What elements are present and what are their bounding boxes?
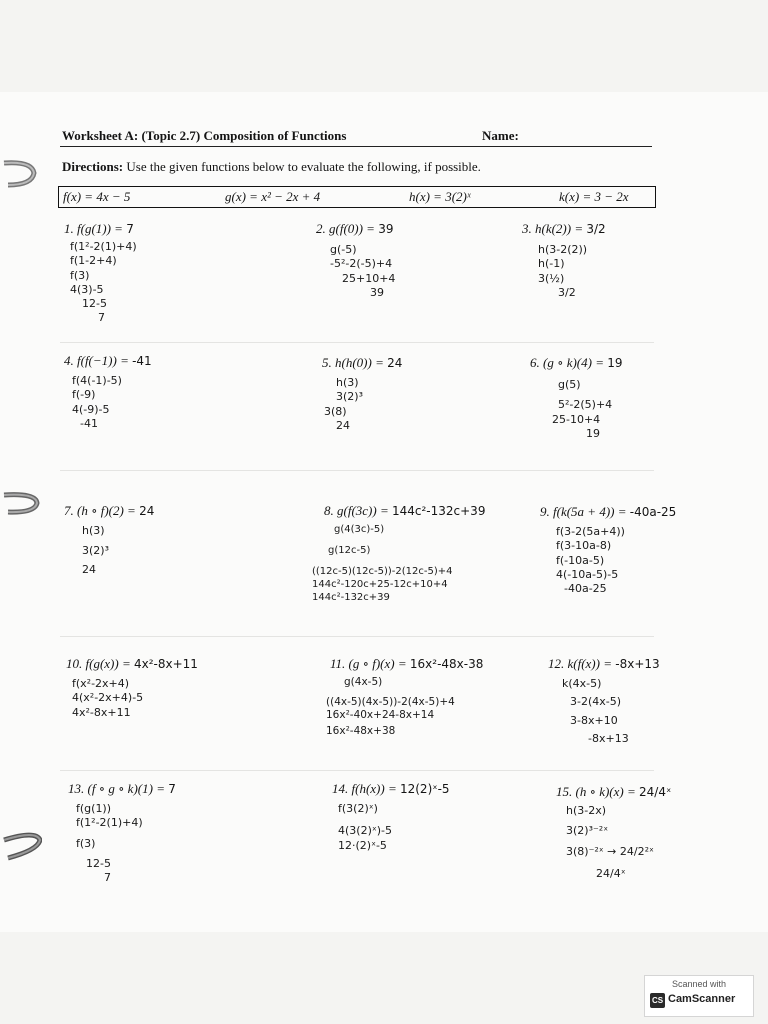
work-line: 4(3(2)ˣ)-5 (338, 824, 393, 838)
problem-answer: 24 (387, 356, 403, 370)
problem-12 (548, 656, 660, 672)
row-divider (60, 470, 654, 471)
work-line: 24 (82, 562, 96, 576)
problem-6-work (552, 378, 613, 441)
work-line: 4(3)-5 (70, 282, 104, 296)
work-line: ((4x-5)(4x-5))-2(4x-5)+4 (326, 695, 455, 708)
problem-9-work (556, 525, 625, 596)
work-line: h(3) (336, 376, 359, 389)
work-line: f(1-2+4) (70, 254, 117, 268)
work-line: f(g(1)) (76, 802, 112, 815)
problem-4 (64, 353, 152, 369)
problem-answer: 16x²-48x-38 (409, 657, 484, 671)
work-line: 12-5 (82, 297, 107, 311)
work-line: 19 (586, 426, 600, 440)
problem-3 (522, 221, 606, 237)
problem-answer: -40a-25 (629, 505, 677, 519)
binder-ring-icon (2, 826, 42, 862)
problem-1-work (70, 240, 137, 326)
problem-label: 7. (h ∘ f)(2) = (64, 503, 136, 518)
problem-answer: 4x²-8x+11 (133, 657, 198, 671)
problem-11 (330, 656, 483, 672)
work-line: g(4(3c)-5) (334, 524, 385, 535)
function-h: h(x) = 3(2)ˣ (409, 189, 471, 204)
work-line: 12-5 (86, 856, 111, 870)
work-line: h(3-2x) (566, 804, 607, 817)
problem-label: 4. f(f(−1)) = (64, 353, 129, 368)
problem-13-work (76, 802, 143, 885)
work-line: f(-10a-5) (556, 553, 605, 567)
function-g: g(x) = x² − 2x + 4 (225, 189, 321, 204)
problem-answer: 3/2 (586, 222, 606, 236)
work-line: g(4x-5) (344, 676, 383, 688)
problem-9 (540, 504, 676, 520)
problem-answer: 39 (378, 222, 394, 236)
work-line: 3(2)³ (82, 544, 109, 558)
problem-answer: -8x+13 (615, 657, 660, 671)
problem-label: 12. k(f(x)) = (548, 656, 612, 671)
work-line: f(1²-2(1)+4) (76, 816, 143, 830)
work-line: ((12c-5)(12c-5))-2(12c-5)+4 (312, 566, 453, 577)
camscanner-watermark (644, 975, 754, 1017)
watermark-brand: CamScanner (668, 993, 736, 1005)
work-line: k(4x-5) (562, 677, 602, 690)
problem-answer: 7 (168, 782, 176, 796)
row-divider (60, 636, 654, 637)
work-line: 16x²-40x+24-8x+14 (326, 709, 435, 722)
problem-answer: 12(2)ˣ-5 (399, 782, 450, 796)
problem-label: 6. (g ∘ k)(4) = (530, 355, 604, 370)
work-line: f(4(-1)-5) (72, 374, 122, 387)
problem-label: 11. (g ∘ f)(x) = (330, 656, 407, 671)
problem-answer: 7 (126, 222, 134, 236)
work-line: f(3-10a-8) (556, 539, 612, 553)
work-line: 5²-2(5)+4 (558, 398, 613, 412)
problem-1 (64, 221, 134, 237)
directions-label: Directions: (62, 159, 124, 174)
work-line: f(1²-2(1)+4) (70, 240, 137, 253)
work-line: h(3-2(2)) (538, 243, 588, 256)
problem-12-work (562, 677, 629, 746)
work-line: -41 (80, 416, 98, 430)
problem-answer: 24/4ˣ (639, 785, 672, 799)
problem-15-work (566, 804, 654, 881)
problem-label: 9. f(k(5a + 4)) = (540, 504, 627, 519)
problem-2-work (330, 243, 395, 300)
problem-3-work (538, 243, 587, 300)
work-line: f(3-2(5a+4)) (556, 525, 625, 538)
work-line: 3(2)³⁻²ˣ (566, 824, 609, 838)
work-line: g(5) (558, 378, 581, 391)
problem-label: 5. h(h(0)) = (322, 355, 384, 370)
problem-5 (322, 355, 402, 371)
problem-7 (64, 503, 154, 519)
work-line: 25-10+4 (552, 412, 601, 426)
directions-text: Use the given functions below to evaluate the following, if possible. (126, 159, 481, 174)
work-line: 3-8x+10 (570, 713, 618, 727)
problem-answer: 24 (139, 504, 155, 518)
problem-15 (556, 784, 671, 800)
row-divider (60, 342, 654, 343)
binder-ring-icon (2, 155, 42, 191)
work-line: f(3(2)ˣ) (338, 802, 378, 815)
worksheet-title: Worksheet A: (Topic 2.7) Composition of Functions (62, 128, 347, 143)
problem-8-work (312, 523, 453, 604)
binder-ring-icon (2, 485, 42, 521)
work-line: 7 (104, 871, 111, 885)
camscanner-logo-icon: CS (650, 993, 665, 1008)
problem-label: 15. (h ∘ k)(x) = (556, 784, 636, 799)
work-line: 3-2(4x-5) (570, 695, 622, 709)
work-line: -8x+13 (588, 731, 629, 745)
work-line: 4(x²-2x+4)-5 (72, 691, 144, 705)
work-line: 144c²-132c+39 (312, 592, 390, 603)
problem-2 (316, 221, 393, 237)
directions (62, 159, 481, 175)
work-line: -40a-25 (564, 582, 607, 596)
work-line: g(-5) (330, 243, 357, 256)
work-line: g(12c-5) (328, 545, 371, 556)
problem-label: 10. f(g(x)) = (66, 656, 131, 671)
problem-5-work (324, 376, 363, 433)
work-line: h(3) (82, 524, 105, 537)
work-line: 16x²-48x+38 (326, 724, 396, 737)
work-line: f(3) (70, 268, 90, 282)
work-line: 3(8)⁻²ˣ → 24/2²ˣ (566, 844, 654, 858)
row-divider (60, 770, 654, 771)
problem-10-work (72, 677, 143, 720)
work-line: 25+10+4 (342, 271, 396, 285)
worksheet-header (62, 128, 650, 146)
problem-8 (324, 503, 485, 519)
work-line: 39 (370, 285, 384, 299)
problem-answer: -41 (132, 354, 152, 368)
work-line: h(-1) (538, 257, 565, 271)
function-definitions-box (58, 186, 656, 208)
function-f: f(x) = 4x − 5 (63, 189, 131, 204)
work-line: 3(½) (538, 271, 565, 285)
work-line: 4(-9)-5 (72, 402, 110, 416)
work-line: 144c²-120c+25-12c+10+4 (312, 579, 448, 590)
work-line: 3(2)³ (336, 390, 363, 404)
name-label: Name: (482, 128, 519, 143)
problem-answer: 144c²-132c+39 (391, 504, 486, 518)
work-line: 3/2 (558, 285, 576, 299)
problem-label: 14. f(h(x)) = (332, 781, 397, 796)
problem-label: 13. (f ∘ g ∘ k)(1) = (68, 781, 165, 796)
work-line: -5²-2(-5)+4 (330, 257, 393, 271)
problem-14-work (338, 802, 392, 853)
problem-13 (68, 781, 176, 797)
problem-14 (332, 781, 450, 797)
work-line: 7 (98, 311, 105, 325)
problem-6 (530, 355, 623, 371)
work-line: 4(-10a-5)-5 (556, 567, 619, 581)
problem-label: 1. f(g(1)) = (64, 221, 123, 236)
work-line: 24 (336, 418, 350, 432)
work-line: f(x²-2x+4) (72, 677, 130, 690)
work-line: 24/4ˣ (596, 866, 626, 880)
work-line: f(-9) (72, 388, 96, 402)
problem-label: 2. g(f(0)) = (316, 221, 375, 236)
problem-10 (66, 656, 198, 672)
work-line: f(3) (76, 836, 96, 850)
problem-11-work (326, 676, 455, 739)
work-line: 3(8) (324, 404, 347, 418)
problem-4-work (72, 374, 122, 431)
header-rule (60, 146, 652, 147)
work-line: 12·(2)ˣ-5 (338, 838, 387, 852)
problem-7-work (82, 524, 109, 577)
work-line: 4x²-8x+11 (72, 705, 131, 719)
function-k: k(x) = 3 − 2x (559, 189, 629, 204)
problem-label: 3. h(k(2)) = (522, 221, 584, 236)
watermark-caption: Scanned with (671, 979, 727, 989)
problem-answer: 19 (607, 356, 623, 370)
problem-label: 8. g(f(3c)) = (324, 503, 389, 518)
